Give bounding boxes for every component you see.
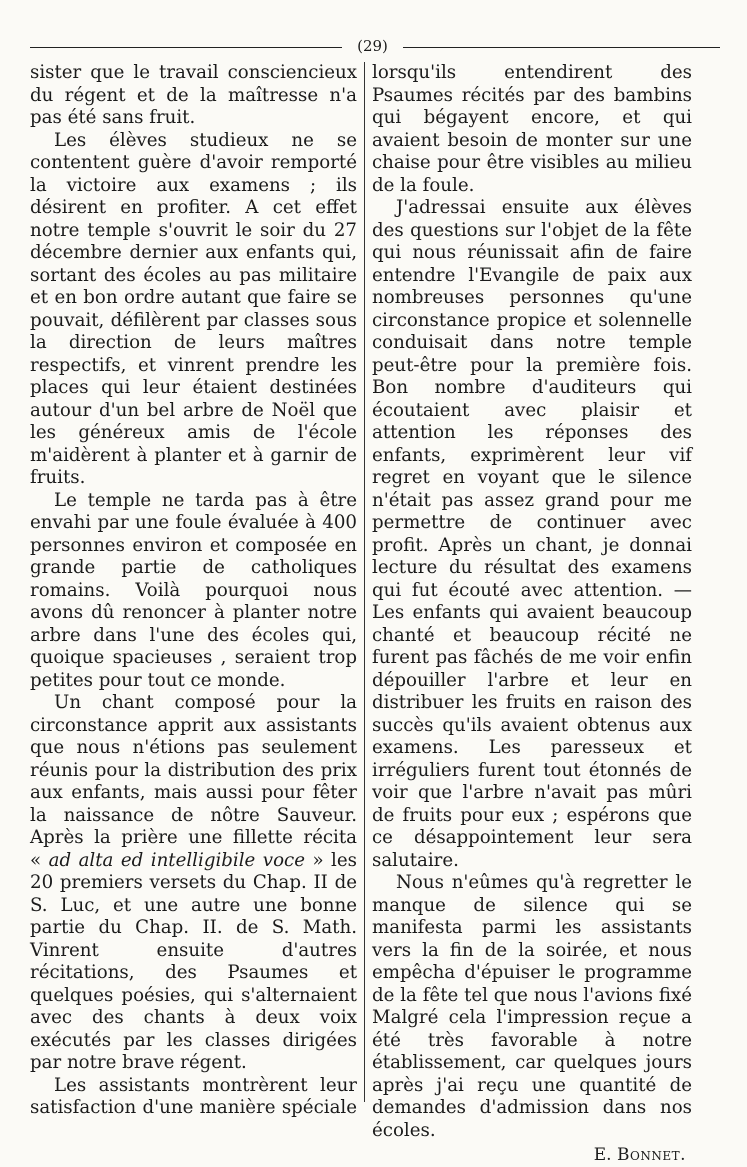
latin-phrase: ad alta ed intelligibile voce [48,849,305,871]
signature-initial: E. [593,1145,612,1165]
left-paragraph-4-part-a: Un chant composé pour la circonstance apprit aux assistants que nous n'étions pas seulement réunis pour la distribution des prix aux enfants, mais aussi pour fêter la naissance de nôtre Sauveur. Après la prière une fillette récita « [30,692,357,871]
left-paragraph-4 [30,692,357,1075]
left-paragraph-4-part-b: » les 20 premiers versets du Chap. II de S. Luc, et une autre une bonne partie du Chap. II. de S. Math. Vinrent ensuite d'autres récitations, des Psaumes et quelques poésies, qui s'alternaient avec des chants à deux voix exécutés par les classes dirigées par notre brave régent. [30,849,357,1073]
header-rule-left [30,47,342,48]
page-number: (29) [357,37,388,55]
right-paragraph-3: Nous n'eûmes qu'à regretter le manque de silence qui se manifesta parmi les assistants vers la fin de la soirée, et nous empêcha d'épuiser le programme de la fête tel que nous l'avions fixé Malgré cela l'impression reçue a été très favorable à notre établissement, car quelques jours après j'ai reçu une quantité de demandes d'admission dans nos écoles. [372,872,692,1141]
right-paragraph-1: lorsqu'ils entendirent des Psaumes récités par des bambins qui bégayent encore, et qui avaient besoin de monter sur une chaise pour être visibles au milieu de la foule. [372,62,692,196]
left-paragraph-2: Les élèves studieux ne se contentent guère d'avoir remporté la victoire aux examens ; ils désirent en profiter. A cet effet notre temple s'ouvrit le soir du 27 décembre dernier aux enfants qui, sortant des écoles au pas militaire et en bon ordre autant que faire se pouvait, défilèrent par classes sous la direction de leurs maîtres respectifs, et vinrent prendre les places qui leur étaient destinées autour d'un bel arbre de Noël que les généreux amis de l'école m'aidèrent à planter et à garnir de fruits. [30,129,357,488]
right-paragraph-2: J'adressai ensuite aux élèves des questions sur l'objet de la fête qui nous réunissait afin de faire entendre l'Evangile de paix aux nombreuses personnes qu'une circonstance propice et solennelle conduisait dans notre temple peut-être pour la première fois. Bon nombre d'auditeurs qui écoutaient avec plaisir et attention les réponses des enfants, exprimèrent leur vif regret en voyant que le silence n'était pas assez grand pour me permettre de continuer avec profit. Après un chant, je donnai lecture du résultat des examens qui fut écouté avec attention. — Les enfants qui avaient beaucoup chanté et beaucoup récité ne furent pas fâchés de me voir enfin dépouiller l'arbre et leur en distribuer les fruits en raison des succès qu'ils avaient obtenus aux examens. Les paresseux et irréguliers furent tout étonnés de voir que l'arbre n'avait pas mûri de fruits pour eux ; espérons que ce désappointement leur sera salutaire. [372,197,692,871]
left-paragraph-1: sister que le travail consciencieux du régent et de la maîtresse n'a pas été sans fruit. [30,62,357,128]
signature-name: Bonnet. [617,1145,686,1165]
signature [372,1144,692,1167]
header-rule-right [403,47,720,48]
left-column [30,62,357,1120]
left-paragraph-5: Les assistants montrèrent leur satisfaction d'une manière spéciale [30,1074,357,1118]
right-column [372,62,692,1167]
left-paragraph-3: Le temple ne tarda pas à être envahi par une foule évaluée à 400 personnes environ et composée en grande partie de catholiques romains. Voilà pourquoi nous avons dû renoncer à planter notre arbre dans l'une des écoles qui, quoique spacieuses , seraient trop petites pour tout ce monde. [30,489,357,691]
page-header [30,36,720,56]
column-divider [364,62,365,1102]
